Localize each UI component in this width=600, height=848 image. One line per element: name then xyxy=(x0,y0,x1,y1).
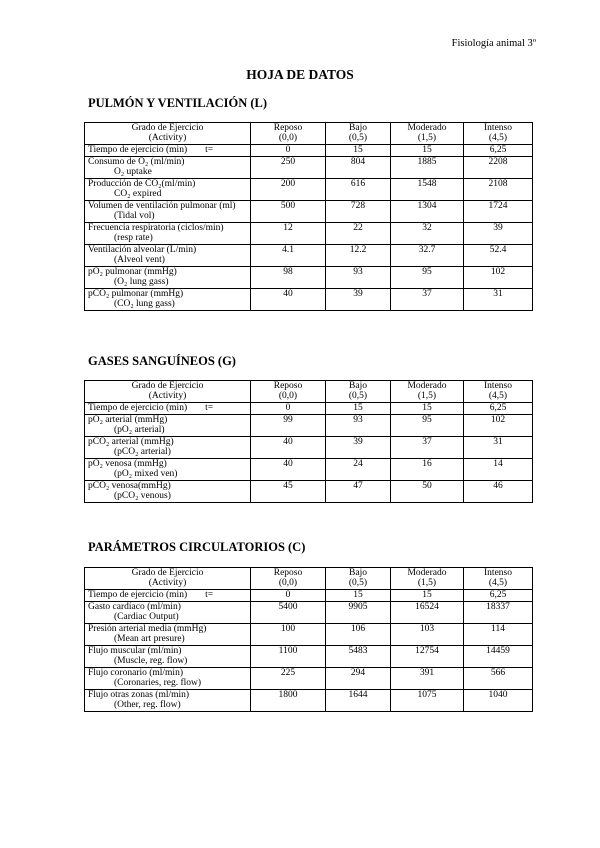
table-cell: 40 xyxy=(251,289,326,311)
time-label: Tiempo de ejercicio (min) t= xyxy=(85,403,251,415)
table-cell: 39 xyxy=(326,437,391,459)
table-cell: 95 xyxy=(391,415,464,437)
table-row xyxy=(85,459,533,481)
table-cell: 39 xyxy=(464,223,533,245)
table-cell: 106 xyxy=(326,624,391,646)
table-cell: 103 xyxy=(391,624,464,646)
table-cell: 16524 xyxy=(391,602,464,624)
activity-header-cell: Grado de Ejercicio (Activity) xyxy=(85,381,251,403)
table-cell: 102 xyxy=(464,415,533,437)
table-cell: 22 xyxy=(326,223,391,245)
table-cell: 566 xyxy=(464,668,533,690)
course-header: Fisiología animal 3º xyxy=(451,38,536,49)
table-header-row xyxy=(85,381,533,403)
activity-header-cell: Grado de Ejercicio (Activity) xyxy=(85,568,251,590)
table-cell: 15 xyxy=(391,403,464,415)
table-lung xyxy=(84,122,533,311)
table-cell: 4.1 xyxy=(251,245,326,267)
table-header-row xyxy=(85,568,533,590)
table-cell: 6,25 xyxy=(464,403,533,415)
table-row xyxy=(85,668,533,690)
time-row xyxy=(85,403,533,415)
table-cell: 804 xyxy=(326,157,391,179)
table-cell: 32 xyxy=(391,223,464,245)
header-intenso: Intenso (4,5) xyxy=(464,381,533,403)
header-moderado: Moderado (1,5) xyxy=(391,381,464,403)
activity-header-cell: Grado de Ejercicio (Activity) xyxy=(85,123,251,145)
table-row xyxy=(85,481,533,503)
table-row xyxy=(85,179,533,201)
section-title-lung: PULMÓN Y VENTILACIÓN (L) xyxy=(88,96,268,110)
page-title: HOJA DE DATOS xyxy=(246,67,354,82)
table-cell: 100 xyxy=(251,624,326,646)
time-label: Tiempo de ejercicio (min) t= xyxy=(85,145,251,157)
table-cell: 294 xyxy=(326,668,391,690)
table-cell: 15 xyxy=(391,145,464,157)
table-cell: 616 xyxy=(326,179,391,201)
table-cell: 37 xyxy=(391,437,464,459)
table-cell: 40 xyxy=(251,459,326,481)
table-cell: 14459 xyxy=(464,646,533,668)
table-cell: 0 xyxy=(251,590,326,602)
table-cell: 12 xyxy=(251,223,326,245)
row-label: pCO₂ venosa(mmHg) (pCO₂ venous) xyxy=(85,481,251,503)
time-label: Tiempo de ejercicio (min) t= xyxy=(85,590,251,602)
table-cell: 46 xyxy=(464,481,533,503)
table-header-row xyxy=(85,123,533,145)
table-blood-gases xyxy=(84,380,533,503)
table-cell: 1040 xyxy=(464,690,533,712)
table-cell: 200 xyxy=(251,179,326,201)
table-cell: 31 xyxy=(464,289,533,311)
table-cell: 2208 xyxy=(464,157,533,179)
table-cell: 12754 xyxy=(391,646,464,668)
table-row xyxy=(85,646,533,668)
section-title-blood-gases: GASES SANGUÍNEOS (G) xyxy=(88,354,236,368)
table-cell: 93 xyxy=(326,267,391,289)
table-cell: 728 xyxy=(326,201,391,223)
row-label: Presión arterial media (mmHg) (Mean art presure) xyxy=(85,624,251,646)
table-row xyxy=(85,602,533,624)
table-cell: 9905 xyxy=(326,602,391,624)
table-cell: 24 xyxy=(326,459,391,481)
table-circulatory xyxy=(84,567,533,712)
table-cell: 6,25 xyxy=(464,590,533,602)
header-reposo: Reposo (0,0) xyxy=(251,568,326,590)
table-cell: 45 xyxy=(251,481,326,503)
header-reposo: Reposo (0,0) xyxy=(251,381,326,403)
table-cell: 93 xyxy=(326,415,391,437)
table-cell: 500 xyxy=(251,201,326,223)
row-label: Gasto cardíaco (ml/min) (Cardiac Output) xyxy=(85,602,251,624)
header-moderado: Moderado (1,5) xyxy=(391,568,464,590)
row-label: pO₂ pulmonar (mmHg) (O₂ lung gass) xyxy=(85,267,251,289)
row-label: Consumo de O₂ (ml/min) O₂ uptake xyxy=(85,157,251,179)
time-row xyxy=(85,145,533,157)
table-cell: 52.4 xyxy=(464,245,533,267)
table-cell: 1885 xyxy=(391,157,464,179)
table-row xyxy=(85,267,533,289)
table-cell: 1548 xyxy=(391,179,464,201)
row-label: pO₂ venosa (mmHg) (pO₂ mixed ven) xyxy=(85,459,251,481)
table-cell: 0 xyxy=(251,145,326,157)
table-cell: 391 xyxy=(391,668,464,690)
table-cell: 98 xyxy=(251,267,326,289)
table-cell: 1075 xyxy=(391,690,464,712)
header-intenso: Intenso (4,5) xyxy=(464,123,533,145)
table-cell: 250 xyxy=(251,157,326,179)
table-row xyxy=(85,201,533,223)
header-reposo: Reposo (0,0) xyxy=(251,123,326,145)
table-cell: 95 xyxy=(391,267,464,289)
table-cell: 47 xyxy=(326,481,391,503)
table-cell: 14 xyxy=(464,459,533,481)
table-cell: 5483 xyxy=(326,646,391,668)
table-cell: 1800 xyxy=(251,690,326,712)
row-label: pCO₂ arterial (mmHg) (pCO₂ arterial) xyxy=(85,437,251,459)
header-intenso: Intenso (4,5) xyxy=(464,568,533,590)
table-row xyxy=(85,415,533,437)
table-row xyxy=(85,690,533,712)
table-cell: 1304 xyxy=(391,201,464,223)
row-label: Ventilación alveolar (L/min) (Alveol vent) xyxy=(85,245,251,267)
row-label: Flujo otras zonas (ml/min) (Other, reg. flow) xyxy=(85,690,251,712)
table-cell: 1644 xyxy=(326,690,391,712)
table-cell: 225 xyxy=(251,668,326,690)
table-cell: 6,25 xyxy=(464,145,533,157)
table-row xyxy=(85,245,533,267)
table-cell: 31 xyxy=(464,437,533,459)
table-row xyxy=(85,223,533,245)
row-label: Frecuencia respiratoria (ciclos/min) (resp rate) xyxy=(85,223,251,245)
table-cell: 32.7 xyxy=(391,245,464,267)
table-cell: 1100 xyxy=(251,646,326,668)
section-title-circulatory: PARÁMETROS CIRCULATORIOS (C) xyxy=(88,540,306,554)
row-label: Flujo muscular (ml/min) (Muscle, reg. flow) xyxy=(85,646,251,668)
table-cell: 102 xyxy=(464,267,533,289)
table-cell: 15 xyxy=(391,590,464,602)
table-row xyxy=(85,289,533,311)
table-cell: 40 xyxy=(251,437,326,459)
row-label: pO₂ arterial (mmHg) (pO₂ arterial) xyxy=(85,415,251,437)
row-label: Producción de CO₂(ml/min) CO₂ expired xyxy=(85,179,251,201)
table-cell: 39 xyxy=(326,289,391,311)
header-bajo: Bajo (0,5) xyxy=(326,381,391,403)
table-cell: 1724 xyxy=(464,201,533,223)
table-cell: 16 xyxy=(391,459,464,481)
table-cell: 18337 xyxy=(464,602,533,624)
row-label: pCO₂ pulmonar (mmHg) (CO₂ lung gass) xyxy=(85,289,251,311)
table-cell: 12.2 xyxy=(326,245,391,267)
table-cell: 2108 xyxy=(464,179,533,201)
table-cell: 15 xyxy=(326,403,391,415)
table-cell: 0 xyxy=(251,403,326,415)
table-row xyxy=(85,157,533,179)
table-cell: 114 xyxy=(464,624,533,646)
table-cell: 5400 xyxy=(251,602,326,624)
row-label: Volumen de ventilación pulmonar (ml) (Tidal vol) xyxy=(85,201,251,223)
time-row xyxy=(85,590,533,602)
table-cell: 15 xyxy=(326,590,391,602)
table-cell: 15 xyxy=(326,145,391,157)
table-row xyxy=(85,437,533,459)
header-bajo: Bajo (0,5) xyxy=(326,568,391,590)
table-cell: 50 xyxy=(391,481,464,503)
header-moderado: Moderado (1,5) xyxy=(391,123,464,145)
row-label: Flujo coronario (ml/min) (Coronaries, reg. flow) xyxy=(85,668,251,690)
table-cell: 37 xyxy=(391,289,464,311)
table-cell: 99 xyxy=(251,415,326,437)
header-bajo: Bajo (0,5) xyxy=(326,123,391,145)
table-row xyxy=(85,624,533,646)
